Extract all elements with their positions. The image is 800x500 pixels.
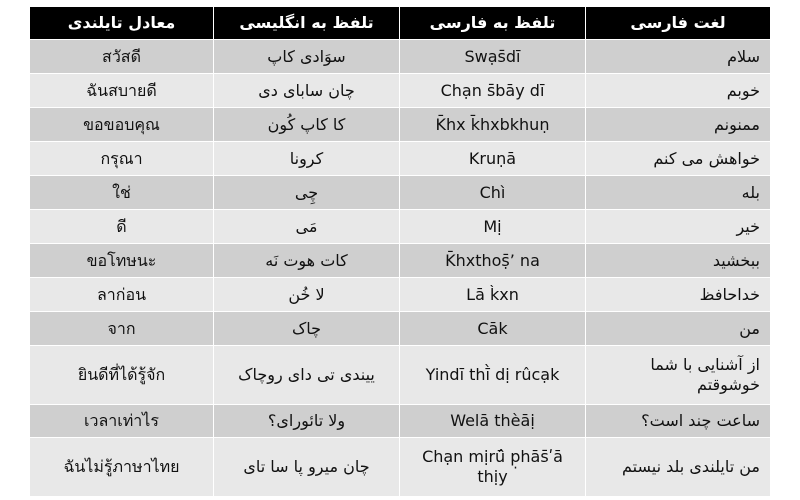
- cell-thai: สวัสดี: [30, 40, 214, 74]
- table-row: [30, 346, 771, 405]
- cell-thai: ขอโทษนะ: [30, 244, 214, 278]
- table-row: [30, 405, 771, 438]
- cell-pronunciation: چِی: [214, 176, 400, 210]
- cell-persian: سلام: [586, 40, 771, 74]
- cell-thai: ใช่: [30, 176, 214, 210]
- cell-persian: از آشنایی با شما خوشوقتم: [586, 346, 771, 405]
- cell-pronunciation: ولا تائورای؟: [214, 405, 400, 438]
- cell-transliteration: Lā k̀xn: [400, 278, 586, 312]
- cell-pronunciation: کرونا: [214, 142, 400, 176]
- phrase-table-container: [29, 6, 770, 497]
- cell-pronunciation: لا خُن: [214, 278, 400, 312]
- header-thai-equivalent: معادل تایلندی: [30, 7, 214, 40]
- header-persian-word: لغت فارسی: [586, 7, 771, 40]
- cell-thai: ลาก่อน: [30, 278, 214, 312]
- header-english-pronunciation: تلفظ به انگلیسی: [214, 7, 400, 40]
- cell-pronunciation: چاک: [214, 312, 400, 346]
- cell-transliteration: Yindī thī̀ dị rûcạk: [400, 346, 586, 405]
- cell-thai: ดี: [30, 210, 214, 244]
- cell-transliteration: Chì: [400, 176, 586, 210]
- header-persian-pronunciation: تلفظ به فارسی: [400, 7, 586, 40]
- cell-persian: خوبم: [586, 74, 771, 108]
- cell-transliteration: Mị: [400, 210, 586, 244]
- table-row: [30, 74, 771, 108]
- table-row: [30, 142, 771, 176]
- cell-thai: เวลาเท่าไร: [30, 405, 214, 438]
- cell-persian: بله: [586, 176, 771, 210]
- cell-persian: ممنونم: [586, 108, 771, 142]
- cell-pronunciation: کات هوت نَه: [214, 244, 400, 278]
- table-row: [30, 312, 771, 346]
- cell-thai: ฉันไม่รู้ภาษาไทย: [30, 438, 214, 497]
- cell-persian: من تایلندی بلد نیستم: [586, 438, 771, 497]
- cell-thai: ฉันสบายดี: [30, 74, 214, 108]
- cell-transliteration: Kruṇā: [400, 142, 586, 176]
- cell-pronunciation: سوَادی کاپ: [214, 40, 400, 74]
- cell-transliteration: Chạn mịrū̂ p̣hās̄ʹā thịy: [400, 438, 586, 497]
- table-row: [30, 438, 771, 497]
- cell-thai: กรุณา: [30, 142, 214, 176]
- cell-persian: ببخشید: [586, 244, 771, 278]
- cell-pronunciation: ییندی تی دای روچاک: [214, 346, 400, 405]
- table-row: [30, 176, 771, 210]
- cell-persian: من: [586, 312, 771, 346]
- table-row: [30, 210, 771, 244]
- table-row: [30, 244, 771, 278]
- table-row: [30, 40, 771, 74]
- cell-persian: خداحافظ: [586, 278, 771, 312]
- cell-pronunciation: کا کاپ کُون: [214, 108, 400, 142]
- cell-transliteration: K̄hxthoṣ̄’ na: [400, 244, 586, 278]
- table-row: [30, 108, 771, 142]
- cell-transliteration: Chạn s̄bāy dī: [400, 74, 586, 108]
- cell-persian: ساعت چند است؟: [586, 405, 771, 438]
- cell-transliteration: Swạs̄dī: [400, 40, 586, 74]
- cell-thai: จาก: [30, 312, 214, 346]
- cell-transliteration: Cāk: [400, 312, 586, 346]
- cell-persian: خواهش می کنم: [586, 142, 771, 176]
- table-row: [30, 278, 771, 312]
- table-header-row: [30, 7, 771, 40]
- phrase-table: [29, 6, 771, 497]
- cell-pronunciation: مَی: [214, 210, 400, 244]
- cell-thai: ยินดีที่ได้รู้จัก: [30, 346, 214, 405]
- cell-thai: ขอขอบคุณ: [30, 108, 214, 142]
- cell-transliteration: Welā thèāị: [400, 405, 586, 438]
- cell-pronunciation: چان سابای دی: [214, 74, 400, 108]
- cell-persian: خیر: [586, 210, 771, 244]
- cell-transliteration: K̄hx k̄hxbkhuṇ: [400, 108, 586, 142]
- cell-pronunciation: چان میرو پا سا تای: [214, 438, 400, 497]
